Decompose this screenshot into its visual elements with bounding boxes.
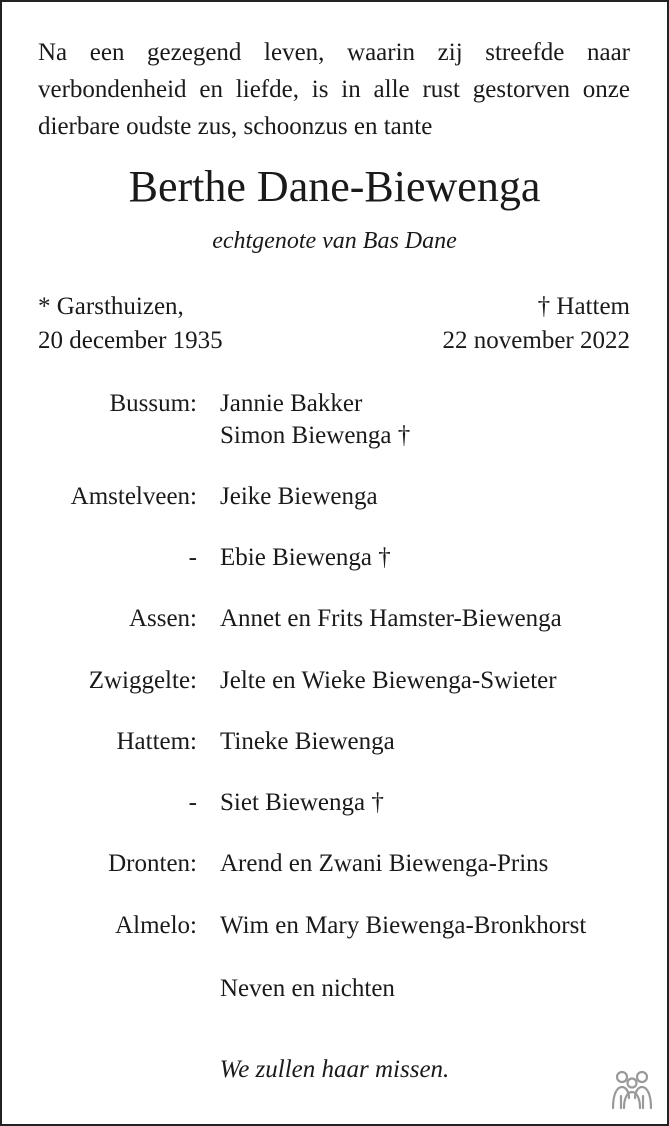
family-names: [220, 481, 378, 513]
intro-text: Na een gezegend leven, waarin zij streefde naar verbondenheid en liefde, is in alle rust gestorven onze dierbare oudste zus, schoonzus en tante: [38, 39, 630, 140]
family-name: Ebie Biewenga †: [220, 544, 391, 571]
closing-text: We zullen haar missen.: [219, 1056, 450, 1083]
family-names: [220, 848, 548, 880]
family-names: [220, 787, 384, 819]
family-name: Annet en Frits Hamster-Biewenga: [220, 605, 562, 632]
family-place: Assen:: [128, 605, 197, 632]
family-name: Arend en Zwani Biewenga-Prins: [220, 850, 549, 877]
family-place: Hattem:: [116, 728, 197, 755]
family-place: Bussum:: [109, 390, 197, 417]
birth-place: * Garsthuizen,: [38, 293, 184, 320]
family-names: [220, 542, 391, 574]
family-names: [220, 603, 562, 635]
death-date: 22 november 2022: [442, 327, 630, 354]
family-name: Wim en Mary Biewenga-Bronkhorst: [220, 912, 587, 939]
people-group-icon: [608, 1068, 656, 1112]
death-info: [443, 290, 630, 358]
family-names: [220, 388, 410, 452]
family-name: Tineke Biewenga: [220, 728, 395, 755]
family-place: Amstelveen:: [70, 483, 197, 510]
death-place: † Hattem: [537, 293, 630, 320]
family-place: Almelo:: [115, 912, 197, 939]
family-names: [220, 726, 395, 758]
deceased-name: Berthe Dane-Biewenga: [128, 162, 541, 211]
family-name: Neven en nichten: [220, 975, 395, 1002]
family-name: Jeike Biewenga: [220, 483, 378, 510]
family-place: -: [188, 789, 197, 816]
birth-info: [38, 290, 223, 358]
family-name: Simon Biewenga †: [220, 422, 411, 449]
family-place: -: [188, 544, 197, 571]
family-place: Zwiggelte:: [88, 667, 197, 694]
family-names: [220, 665, 557, 697]
family-place: Dronten:: [108, 850, 197, 877]
spouse-subtitle: echtgenote van Bas Dane: [212, 228, 457, 254]
family-name: Siet Biewenga †: [220, 789, 384, 816]
family-names: [220, 973, 395, 1005]
family-name: Jelte en Wieke Biewenga-Swieter: [220, 667, 557, 694]
family-names: [220, 910, 586, 942]
birth-date: 20 december 1935: [38, 327, 223, 354]
family-name: Jannie Bakker: [220, 390, 363, 417]
